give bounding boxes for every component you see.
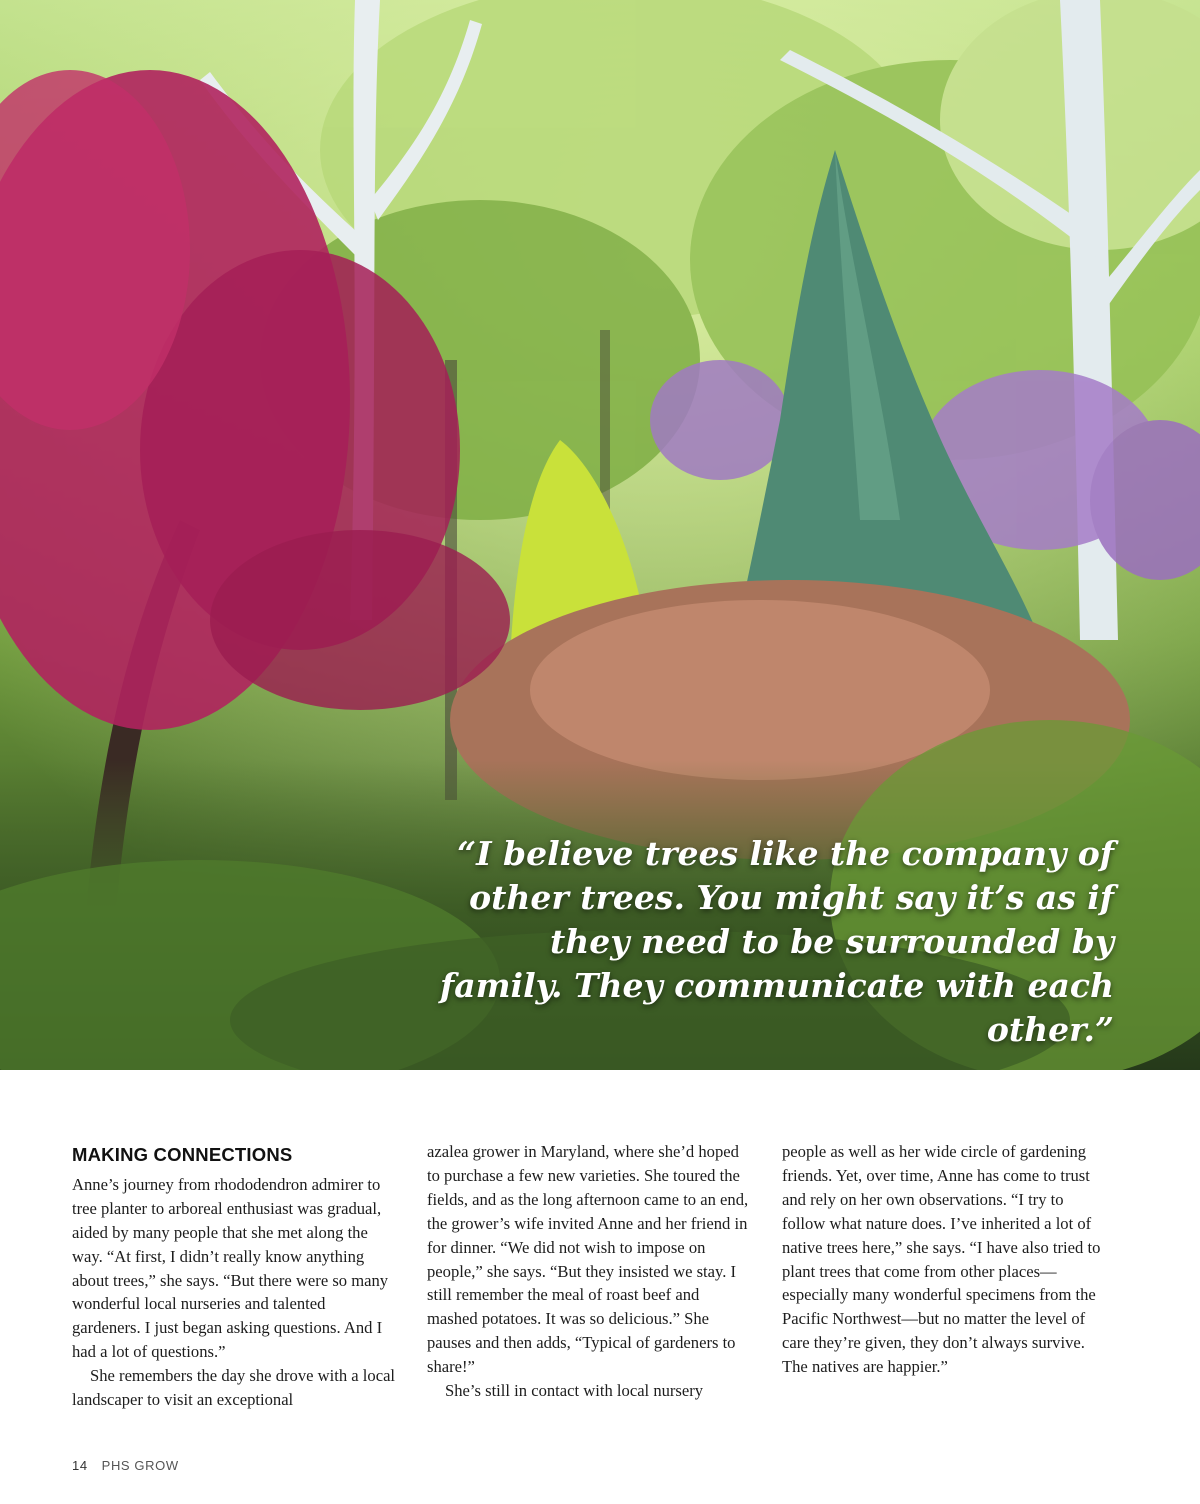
article-body [72, 1140, 1132, 1440]
paragraph: azalea grower in Maryland, where she’d hoped to purchase a few new varieties. She toured the fields, and as the long afternoon came to an end, the grower’s wife invited Anne and her friend in for dinner. “We did not wish to impose on people,” she says. “But they insisted we stay. I still remember the meal of roast beef and mashed potatoes. It was so delicious.” She pauses and then adds, “Typical of gardeners to share!” [427, 1142, 749, 1377]
article-column-2 [427, 1140, 752, 1403]
section-heading: MAKING CONNECTIONS [72, 1144, 293, 1165]
article-column-1 [72, 1140, 397, 1412]
page-number: 14 [72, 1458, 88, 1473]
pull-quote: “I believe trees like the company of other trees. You might say it’s as if they need to be surrounded by family. They communicate with each other.” [440, 834, 1114, 1049]
article-column-3 [782, 1140, 1107, 1379]
paragraph: She remembers the day she drove with a local landscaper to visit an exceptional [72, 1366, 396, 1410]
page-footer [72, 1458, 179, 1473]
paragraph: Anne’s journey from rhododendron admirer to tree planter to arboreal enthusiast was gradual, aided by many people that she met along the way. “At first, I didn’t really know anything about trees,” she says. “But there were so many wonderful local nurseries and talented gardeners. I just began asking questions. And I had a lot of questions.” [72, 1174, 389, 1362]
paragraph: She’s still in contact with local nursery [445, 1381, 704, 1401]
paragraph: people as well as her wide circle of gardening friends. Yet, over time, Anne has come to trust and rely on her own observations. “I try to follow what nature does. I’ve inherited a lot of native trees here,” she says. “I have also tried to plant trees that come from other places—especially many wonderful specimens from the Pacific Northwest—but no matter the level of care they’re given, they don’t always survive. The natives are happier.” [782, 1142, 1101, 1377]
publication-name: PHS GROW [101, 1458, 179, 1473]
